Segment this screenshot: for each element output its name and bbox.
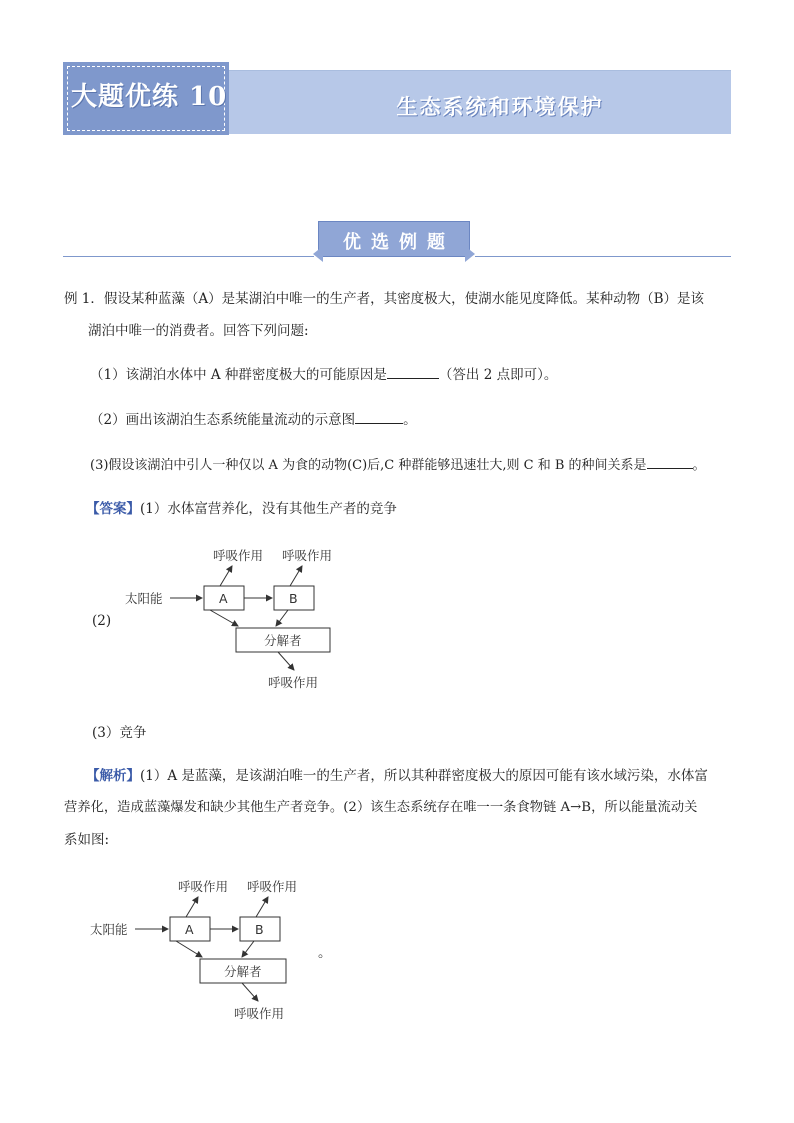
respiration-label-decomposer: 呼吸作用 (268, 675, 319, 690)
q2-text: （2）画出该湖泊生态系统能量流动的示意图 (90, 412, 356, 428)
node-b-label: B (289, 591, 298, 606)
analysis-line-2: 营养化，造成蓝藻爆发和缺少其他生产者竞争。(2）该生态系统存在唯一一条食物链 A→B，所以能量流动关 (64, 800, 698, 815)
q1-blank (387, 366, 439, 379)
node-a-label: A (219, 591, 228, 606)
q2-blank (355, 411, 403, 424)
header-banner (63, 62, 731, 135)
q3-suffix: 。 (692, 458, 706, 473)
answer-part-1 (86, 500, 397, 518)
question-part-1 (90, 366, 557, 384)
node-a-label-2: A (185, 922, 194, 937)
question-line-2: 湖泊中唯一的消费者。回答下列问题: (88, 323, 309, 339)
answer-1-text: (1）水体富营养化，没有其他生产者的竞争 (140, 501, 397, 517)
q3-blank (647, 456, 693, 469)
energy-flow-diagram-analysis (84, 870, 324, 1025)
banner-title-bar (229, 70, 731, 134)
answer-part-3: (3）竞争 (92, 725, 147, 741)
question-part-2 (90, 411, 417, 429)
node-b-label-2: B (255, 922, 264, 937)
q1-suffix: （答出 2 点即可）。 (438, 367, 558, 383)
analysis-line-1-text: (1）A 是蓝藻，是该湖泊唯一的生产者，所以其种群密度极大的原因可能有该水域污染，水体富 (140, 768, 708, 784)
answer-2-label: (2) (92, 613, 112, 629)
decomposer-label: 分解者 (264, 633, 302, 648)
respiration-label-decomposer-2: 呼吸作用 (234, 1006, 285, 1021)
section-label (314, 215, 475, 261)
analysis-period: 。 (318, 945, 332, 961)
energy-flow-diagram-answer (118, 540, 348, 695)
respiration-label-b-2: 呼吸作用 (247, 879, 298, 894)
q1-text: （1）该湖泊水体中 A 种群密度极大的可能原因是 (90, 367, 387, 383)
analysis-line-1 (86, 767, 708, 785)
page-title: 生态系统和环境保护 (396, 94, 604, 119)
q3-text: (3)假设该湖泊中引人一种仅以 A 为食的动物(C)后,C 种群能够迅速壮大,则 C 和 B 的种间关系是 (90, 458, 647, 473)
answer-tag: 【答案】 (86, 501, 140, 517)
analysis-tag: 【解析】 (86, 768, 140, 784)
banner-number-box (63, 62, 229, 135)
question-part-3 (90, 456, 706, 475)
decomposer-label-2: 分解者 (224, 964, 262, 979)
respiration-label-a-2: 呼吸作用 (178, 879, 229, 894)
analysis-line-3: 系如图: (64, 832, 110, 848)
respiration-label-a: 呼吸作用 (213, 548, 264, 563)
practice-number-label: 大题优练 10 (71, 82, 228, 112)
q2-suffix: 。 (403, 412, 417, 428)
respiration-label-b: 呼吸作用 (282, 548, 333, 563)
sunlight-label-2: 太阳能 (90, 922, 128, 937)
section-label-text: 优选例题 (343, 232, 455, 253)
question-line-1: 例 1．假设某种蓝藻（A）是某湖泊中唯一的生产者，其密度极大，使湖水能见度降低。某种动物（B）是该 (64, 291, 705, 307)
sunlight-label: 太阳能 (125, 591, 163, 606)
